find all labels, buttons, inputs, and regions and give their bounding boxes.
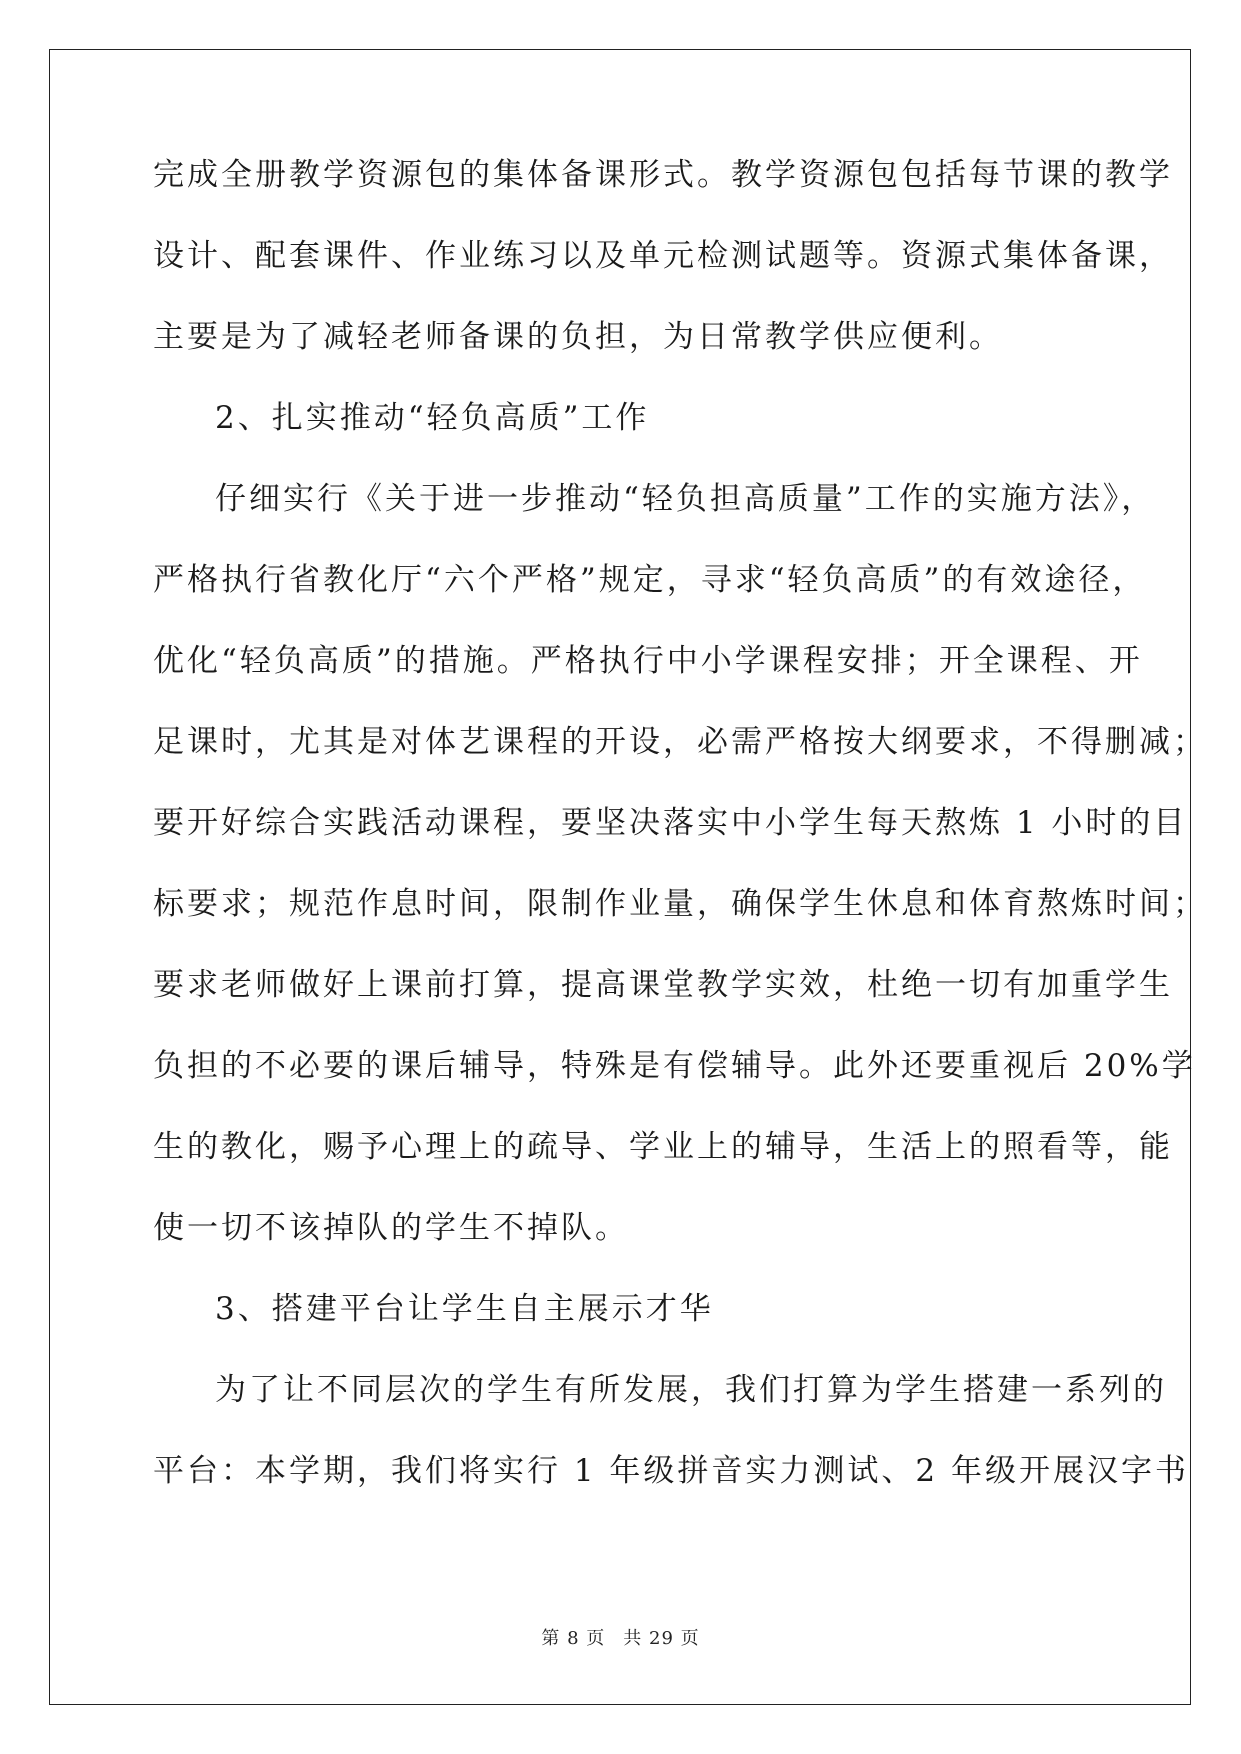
page-number: 第 8 页 — [541, 1628, 606, 1649]
section-heading-2: 2、扎实推动“轻负高质”工作 — [215, 400, 650, 436]
text-line-7: 优化“轻负高质”的措施。严格执行中小学课程安排；开全课程、开 — [153, 643, 1143, 679]
text-line-3: 主要是为了减轻老师备课的负担，为日常教学供应便利。 — [153, 319, 1003, 355]
text-line-2: 设计、配套课件、作业练习以及单元检测试题等。资源式集体备课， — [153, 238, 1173, 274]
text-line-1: 完成全册教学资源包的集体备课形式。教学资源包包括每节课的教学 — [153, 157, 1173, 193]
text-line-6: 严格执行省教化厅“六个严格”规定，寻求“轻负高质”的有效途径， — [153, 562, 1147, 598]
text-line-17: 平台：本学期，我们将实行 1 年级拼音实力测试、2 年级开展汉字书 — [153, 1453, 1190, 1489]
page-total: 共 29 页 — [623, 1628, 700, 1649]
text-line-9: 要开好综合实践活动课程，要坚决落实中小学生每天熬炼 1 小时的目 — [153, 805, 1188, 841]
text-line-11: 要求老师做好上课前打算，提高课堂教学实效，杜绝一切有加重学生 — [153, 967, 1173, 1003]
document-body — [153, 157, 1207, 1489]
text-line-14: 使一切不该掉队的学生不掉队。 — [153, 1210, 629, 1246]
text-line-5: 仔细实行《关于进一步推动“轻负担高质量”工作的实施方法》， — [215, 481, 1156, 517]
section-heading-3: 3、搭建平台让学生自主展示才华 — [215, 1291, 714, 1327]
text-line-12: 负担的不必要的课后辅导，特殊是有偿辅导。此外还要重视后 20%学 — [153, 1048, 1196, 1084]
text-line-13: 生的教化，赐予心理上的疏导、学业上的辅导，生活上的照看等，能 — [153, 1129, 1173, 1165]
page-footer — [0, 1629, 1241, 1649]
text-line-16: 为了让不同层次的学生有所发展，我们打算为学生搭建一系列的 — [215, 1372, 1167, 1408]
text-line-8: 足课时，尤其是对体艺课程的开设，必需严格按大纲要求，不得删减； — [153, 724, 1207, 760]
text-line-10: 标要求；规范作息时间，限制作业量，确保学生休息和体育熬炼时间； — [153, 886, 1207, 922]
